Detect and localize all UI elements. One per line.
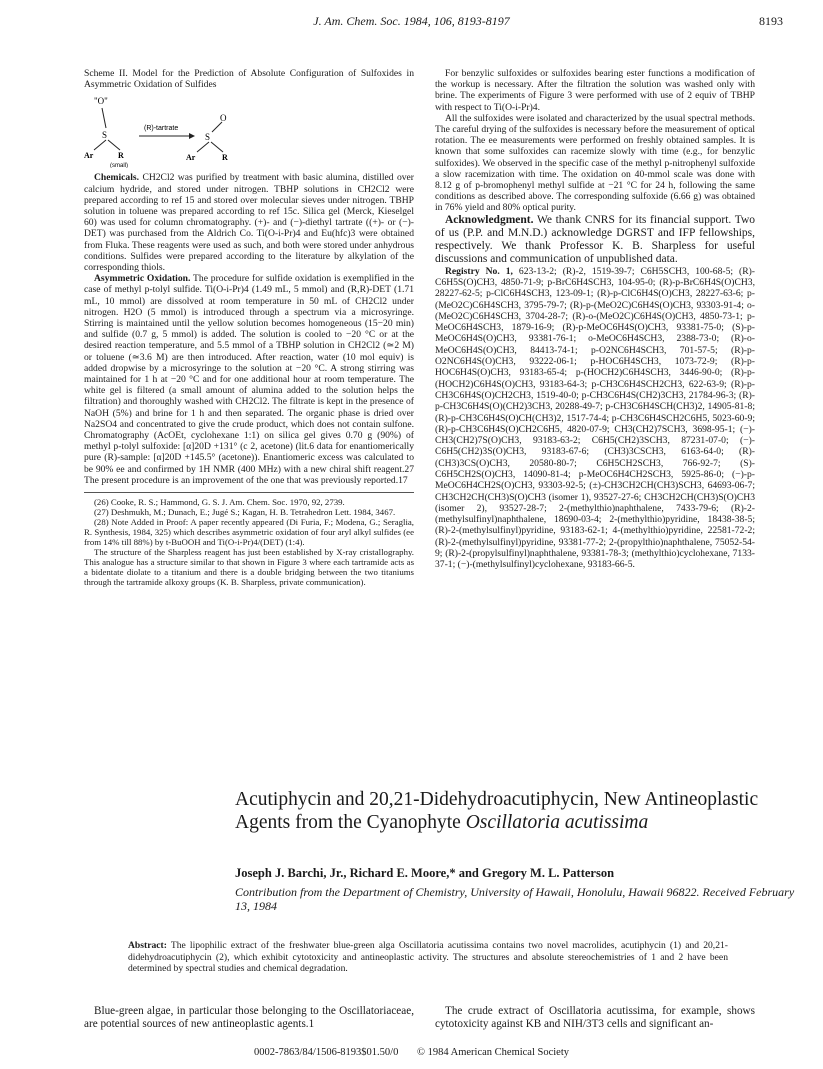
asymmetric-oxidation-text: The procedure for sulfide oxidation is exemplified in the case of methyl p-tolyl sulfide. Ti(O-i-Pr)4 (1.49 mL, 5 mmol) and (R,R)-DET (1.71 mL, 10 mmol) are dissolved at room temperature in 50 mL of CH2Cl2 under nitrogen. H2O (5 mmol) is introduced through a spectrum via a microsyringe. Stirring is maintained until the yellow solution becomes homogeneous (15−20 min) and sulfide (0.7 g, 5 mmol) is added. The solution is cooled to −20 °C or at the desired reaction temperature, and 5.5 mmol of a TBHP solution in CH2Cl2 (≃2 M) or toluene (≃3.6 M) are then introduced. After reaction, water (10 mol equiv) is added dropwise by a microsyringe to the solution at −20 °C. A strong stirring was maintained for 1 h at −20 °C and for one additional hour at room temperature. The white gel is filtered (a small amount of alumina added to the solution helps the filtration) and thoroughly washed with CH2Cl2. The filtrate is kept in the presence of NaOH (5%) and brine for 1 h and then separated. The organic phase is dried over Na2SO4 and concentrated to give the crude product, which does not contain sulfone. Chromatography (AcOEt, cyclohexane 1:1) on silica gel gives 0.70 g (90%) of methyl p-tolyl sulfoxide: [α]20D +131° (c 2, acetone) (lit.6 data for enantiomerically pure (R)-sample: [α]20D +145.5° (acetone)). Enantiomeric excess was calculated to be 90% ee and confirmed by 1H NMR (400 MHz) with a new chiral shift reagent.27 The present procedure is an improvement of the one that was previously reported.17 bbox=[84, 273, 414, 486]
left-bond-r bbox=[108, 140, 120, 150]
left-ar: Ar bbox=[84, 151, 94, 161]
running-header: J. Am. Chem. Soc. 1984, 106, 8193-8197 bbox=[313, 14, 510, 28]
chemicals-heading: Chemicals. bbox=[94, 172, 140, 184]
arrow-label: (R)-tartrate bbox=[144, 125, 179, 133]
asymmetric-oxidation-heading: Asymmetric Oxidation. bbox=[94, 273, 191, 285]
right-bond-r bbox=[211, 142, 223, 152]
left-bond-ar bbox=[94, 140, 106, 150]
right-oxygen: O bbox=[220, 113, 227, 124]
footnote-26: (26) Cooke, R. S.; Hammond, G. S. J. Am. Chem. Soc. 1970, 92, 2739. bbox=[94, 497, 345, 508]
arrow-head bbox=[189, 133, 195, 139]
right-column bbox=[435, 68, 755, 571]
article-affiliation: Contribution from the Department of Chemistry, University of Hawaii, Honolulu, Hawaii 96822. Received February 13, 1984 bbox=[235, 885, 795, 913]
acknowledgment bbox=[435, 214, 755, 266]
page-number: 8193 bbox=[759, 14, 783, 28]
right-bond-o bbox=[212, 122, 222, 132]
title-main: Acutiphycin and 20,21-Didehydroacutiphycin, New Antineoplastic Agents from the Cyanophyte bbox=[235, 789, 759, 833]
page-footer bbox=[0, 1047, 823, 1058]
footnote-28-continued: The structure of the Sharpless reagent has just been established by X-ray cristallography. This analogue has a structure similar to that shown in Figure 3 where each tartramide acts as a bidentate diolate to a titanium and there is a double bridging between the two titaniums through the tartramide alkoxy groups (K. B. Sharpless, private communication). bbox=[84, 547, 414, 588]
right-ar: Ar bbox=[186, 153, 196, 163]
scheme-diagram bbox=[84, 94, 414, 168]
registry-heading: Registry No. 1, bbox=[445, 265, 513, 277]
footnote-divider bbox=[84, 492, 414, 493]
acknowledgment-heading: Acknowledgment. bbox=[445, 213, 534, 226]
acknowledgment-text: We thank CNRS for its financial support. Two of us (P.P. and M.N.D.) acknowledge DGRST and IFP fellowships, respectively. We thank Professor K. B. Sharpless for useful discussions and communication of unpublished data. bbox=[435, 213, 755, 265]
footnote-27: (27) Deshmukh, M.; Dunach, E.; Jugé S.; Kagan, H. B. Tetrahedron Lett. 1984, 3467. bbox=[94, 507, 396, 518]
benzylic-paragraph: For benzylic sulfoxides or sulfoxides bearing ester functions a modification of the workup is necessary. After the filtration the solution was washed only with brine. The experiments of Figure 3 were performed with use of 2 equiv of TBHP with respect to Ti(O-i-Pr)4. bbox=[435, 68, 755, 113]
left-column bbox=[84, 68, 414, 587]
footer-code: 0002-7863/84/1506-8193$01.50/0 bbox=[253, 1047, 399, 1058]
article-title bbox=[235, 788, 795, 834]
reagent-label: "O" bbox=[94, 96, 108, 107]
sulfide-oxidation-scheme bbox=[84, 94, 304, 168]
scheme-note: (small) bbox=[110, 163, 128, 169]
intro-left: Blue-green algae, in particular those belonging to the Oscillatoriaceae, are potential sources of new antineoplastic agents.1 bbox=[84, 1005, 414, 1030]
scheme-caption: Scheme II. Model for the Prediction of Absolute Configuration of Sulfoxides in Asymmetric Oxidation of Sulfides bbox=[84, 68, 414, 91]
footnote-28: (28) Note Added in Proof: A paper recently appeared (Di Furia, F.; Modena, G.; Seraglia, R. Synthesis, 1984, 325) which describes asymmetric oxidation of four aryl alkyl sulfides (ee from 14% till 88%) by t-BuOOH and Ti(O-i-Pr)4/(DET) (1:4). bbox=[84, 517, 414, 548]
right-sulfur: S bbox=[205, 132, 211, 143]
footer-copyright: © 1984 American Chemical Society bbox=[416, 1047, 570, 1058]
chemicals-paragraph bbox=[84, 172, 414, 273]
abstract-heading: Abstract: bbox=[128, 940, 167, 951]
registry-numbers bbox=[435, 266, 755, 571]
abstract-text: The lipophilic extract of the freshwater blue-green alga Oscillatoria acutissima contains two novel macrolides, acutiphycin (1) and 20,21-didehydroacutiphycin (2), which exhibit cytotoxicity and antineoplastic activity. The structures and absolute stereochemistries of 1 and 2 have been determined by spectral studies and chemical degradation. bbox=[128, 940, 728, 974]
reagent-arrow bbox=[102, 108, 106, 128]
right-r: R bbox=[222, 153, 228, 163]
registry-text: 623-13-2; (R)-2, 1519-39-7; C6H5SCH3, 100-68-5; (R)-C6H5S(O)CH3, 4850-71-9; p-BrC6H4SCH3, 104-95-0; (R)-p-BrC6H4S(O)CH3, 28227-62-5; p-ClC6H4SCH3, 123-09-1; (R)-p-ClC6H4S(O)CH3, 28227-63-6; p-(MeO2C)C6H4SCH3, 3795-79-7; (R)-p-(MeO2C)C6H4S(O)CH3, 93303-91-4; o-(MeO2C)C6H4SCH3, 3704-28-7; (R)-o-(MeO2C)C6H4S(O)CH3, 4850-73-1; p-MeOC6H4SCH3, 1879-16-9; (R)-p-MeOC6H4S(O)CH3, 93381-75-0; (S)-p-MeOC6H4S(O)CH3, 93381-76-1; o-MeOC6H4SCH3, 2388-73-0; (R)-o-MeOC6H4S(O)CH3, 84413-74-1; p-O2NC6H4SCH3, 701-57-5; (R)-p-O2NC6H4S(O)CH3, 93222-06-1; p-HOC6H4SCH3, 1073-72-9; (R)-p-HOC6H4S(O)CH3, 93183-65-4; p-(HOCH2)C6H4SCH3, 3446-90-0; (R)-p-(HOCH2)C6H4S(O)CH3, 93183-64-3; p-CH3C6H4SCH2CH3, 622-63-9; (R)-p-CH3C6H4S(O)CH2CH3, 1519-40-0; p-CH3C6H4S(CH2)3CH3, 21784-96-3; (R)-p-CH3C6H4S(O)(CH2)3CH3, 20288-49-7; p-CH3C6H4SCH(CH3)2, 14905-81-8; (R)-p-CH3C6H4S(O)CH(CH3)2, 1517-74-4; p-CH3C6H4SCH2C6H5, 5023-60-9; (R)-p-CH3C6H4S(O)CH2C6H5, 4820-07-9; CH3(CH2)7SCH3, 3698-95-1; (−)-CH3(CH2)7S(O)CH3, 93183-63-2; C6H5(CH2)3SCH3, 87231-07-0; (−)-C6H5(CH2)3S(O)CH3, 93183-67-6; (CH3)3CSCH3, 6163-64-0; (R)-(CH3)3CS(O)CH3, 20580-80-7; C6H5CH2SCH3, 766-92-7; (S)-C6H5CH2S(O)CH3, 14090-81-4; p-MeOC6H4CH2SCH3, 5925-86-0; (−)-p-MeOC6H4CH2S(O)CH3, 93303-92-5; (±)-CH3CH2CH(CH3)SCH3, 64693-06-7; CH3CH2CH(CH3)S(O)CH3 (isomer 1), 93527-27-6; CH3CH2CH(CH3)S(O)CH3 (isomer 2), 93527-28-7; 2-(methylthio)naphthalene, 7433-79-6; (R)-2-(methylsulfinyl)naphthalene, 18690-03-4; 2-(methylthio)pyridine, 18438-38-5; (R)-2-(methylsulfinyl)pyridine, 93183-62-1; 4-(methylthio)pyridine, 22581-72-2; (R)-2-(methylsulfinyl)pyridine, 93381-77-2; 2-(propylthio)naphthalene, 75052-54-9; (R)-2-(propylsulfinyl)naphthalene, 93381-78-3; (methylthio)cyclohexane, 7133-37-1; (−)-(methylsulfinyl)cyclohexane, 93183-66-5. bbox=[435, 265, 756, 571]
chemicals-text: CH2Cl2 was purified by treatment with basic alumina, distilled over calcium hydride, and stored under nitrogen. TBHP solutions in CH2Cl2 were prepared according to ref 15 and stored over molecular sieves under nitrogen. TBHP solution in toluene was prepared according to ref 15c. Silica gel (Merck, Kieselgel 60) was used for column chromatography. (+)- and (−)-diethyl tartrate ((+)- or (−)-DET) was purchased from the Aldrich Co. Ti(O-i-Pr)4 and Eu(hfc)3 were obtained from Fluka. These reagents were used as such, and both were stored under anhydrous conditions. Sulfides were prepared according to the literature by alkylation of the corresponding thiols. bbox=[84, 172, 414, 274]
left-sulfur: S bbox=[102, 130, 108, 141]
title-species: Oscillatoria acutissima bbox=[465, 812, 649, 833]
left-r: R bbox=[118, 151, 124, 161]
right-bond-ar bbox=[197, 142, 209, 152]
asymmetric-oxidation-paragraph bbox=[84, 273, 414, 486]
characterization-paragraph: All the sulfoxides were isolated and characterized by the usual spectral methods. The careful drying of the sulfoxides is necessary before the measurement of optical rotation. The ee measurements were performed on freshly obtained samples. It is known that some sulfoxides can racemize slowly with time (e.g., for benzylic sulfoxides). We observed in the specific case of the methyl p-nitrophenyl sulfoxide a slow racemization with time. The oxidation on 40-mmol scale was done with 8.12 g of p-bromophenyl methyl sulfide at −21 °C for 24 h, following the same conditions as described above. The corresponding sulfoxide (6.66 g) was obtained in 76% yield and 80% optical purity. bbox=[435, 112, 755, 214]
abstract bbox=[128, 940, 728, 975]
article-authors: Joseph J. Barchi, Jr., Richard E. Moore,* and Gregory M. L. Patterson bbox=[235, 866, 615, 880]
intro-right: The crude extract of Oscillatoria acutissima, for example, shows cytotoxicity against KB and NIH/3T3 cells and significant an- bbox=[435, 1005, 755, 1030]
footnotes bbox=[84, 497, 414, 587]
